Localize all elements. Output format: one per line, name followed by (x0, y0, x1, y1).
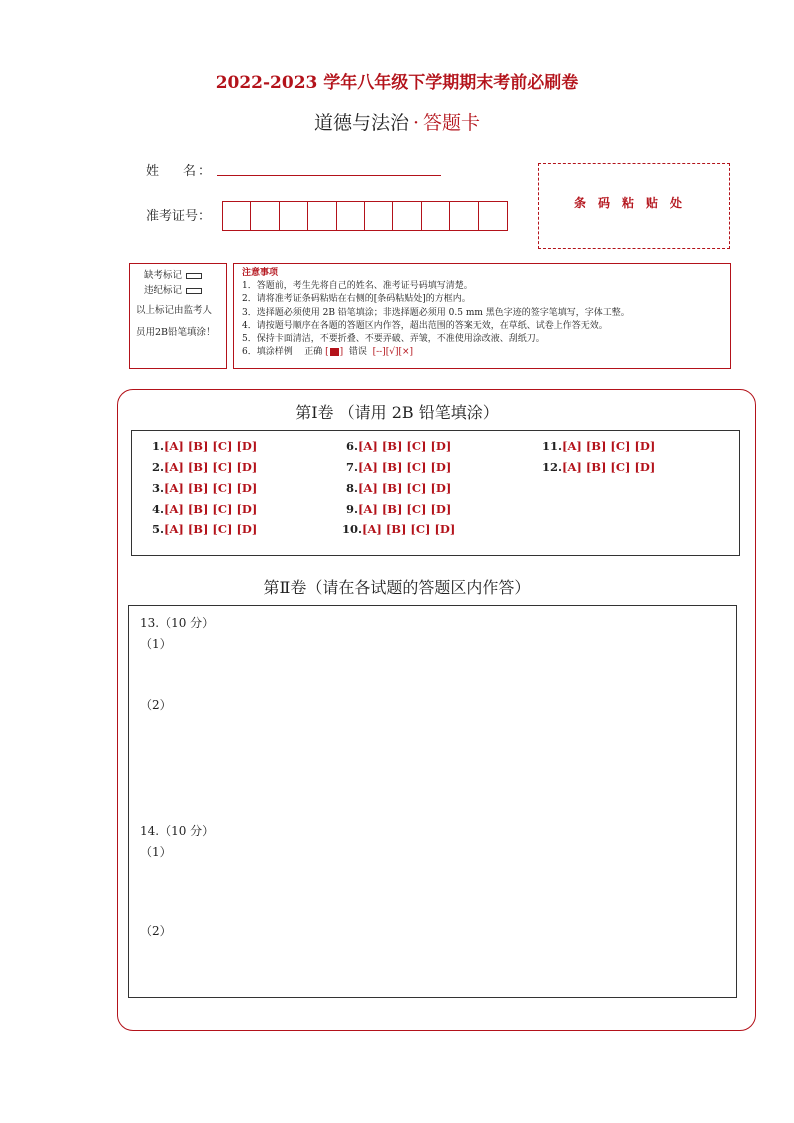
mc-question[interactable]: 1.[A] [B] [C] [D] (152, 439, 258, 453)
sample-wrong-marks: [--][√][×] (372, 347, 414, 358)
q13-header: 13.（10 分） (140, 616, 215, 630)
subtitle (0, 108, 794, 135)
missing-mark-checkbox[interactable] (186, 273, 202, 279)
mc-question[interactable]: 11.[A] [B] [C] [D] (542, 439, 656, 453)
notes-heading: 注意事项 (242, 268, 279, 278)
multiple-choice-box (131, 430, 740, 556)
written-answer-box[interactable] (128, 605, 737, 998)
name-label (146, 160, 213, 179)
notes-box (233, 263, 731, 369)
q13-part2: （2） (140, 698, 172, 712)
mc-question[interactable]: 5.[A] [B] [C] [D] (152, 522, 258, 536)
page-title: 2022-2023 学年八年级下学期期末考前必刷卷 (215, 73, 579, 93)
exam-id-label: 准考证号： (146, 209, 212, 224)
q14-part2: （2） (140, 924, 172, 938)
q14-part1: （1） (140, 845, 172, 859)
sample-wrong-label: 错误 (348, 347, 367, 358)
note-item: 2．请将准考证条码粘贴在右侧的[条码粘贴处]的方框内。 (242, 294, 471, 305)
exam-id-digit-box[interactable] (422, 202, 450, 230)
note-item: 1．答题前，考生先将自己的姓名、准考证号码填写清楚。 (242, 281, 473, 292)
name-field[interactable] (217, 175, 441, 176)
mc-question[interactable]: 4.[A] [B] [C] [D] (152, 502, 258, 516)
sample-correct-label: 正确 (304, 347, 323, 358)
barcode-label: 条码粘贴处 (573, 196, 694, 210)
subject-name: 道德与法治 (313, 112, 409, 134)
exam-id-digit-box[interactable] (280, 202, 308, 230)
violation-mark-label: 违纪标记 (143, 285, 182, 296)
mc-question[interactable]: 9.[A] [B] [C] [D] (346, 502, 452, 516)
card-label: 答题卡 (423, 112, 481, 134)
mc-question[interactable]: 3.[A] [B] [C] [D] (152, 481, 258, 495)
mc-question[interactable]: 8.[A] [B] [C] [D] (346, 481, 452, 495)
mc-question[interactable]: 7.[A] [B] [C] [D] (346, 460, 452, 474)
section1-title: 第Ⅰ卷 （请用 2B 铅笔填涂） (295, 403, 499, 422)
exam-id-boxes[interactable] (222, 201, 508, 231)
note-item: 3．选择题必须使用 2B 铅笔填涂；非选择题必须用 0.5 mm 黑色字迹的签字笔填写，字体工整。 (242, 307, 630, 318)
exam-id-digit-box[interactable] (223, 202, 251, 230)
exam-id-digit-box[interactable] (365, 202, 393, 230)
exam-id-digit-box[interactable] (308, 202, 336, 230)
q13-part1: （1） (140, 637, 172, 651)
exam-id-digit-box[interactable] (479, 202, 507, 230)
violation-mark-checkbox[interactable] (186, 288, 202, 294)
exam-id-digit-box[interactable] (393, 202, 421, 230)
exam-id-digit-box[interactable] (450, 202, 478, 230)
mc-question[interactable]: 6.[A] [B] [C] [D] (346, 439, 452, 453)
note-item: 5．保持卡面清洁，不要折叠、不要弄破、弄皱，不准使用涂改液、刮纸刀。 (242, 334, 545, 345)
name-label-a: 姓 (146, 164, 162, 179)
mark-note: 以上标记由监考人员用2B铅笔填涂！ (136, 305, 216, 338)
note-item: 4．请按题号顺序在各题的答题区内作答，超出范围的答案无效，在草纸、试卷上作答无效。 (242, 320, 608, 331)
note-item-sample (242, 346, 722, 359)
barcode-area (538, 163, 730, 249)
sample-correct-mark: [ ] (325, 347, 344, 358)
name-label-b: 名： (183, 164, 214, 179)
exam-id-digit-box[interactable] (337, 202, 365, 230)
section2-title: 第Ⅱ卷（请在各试题的答题区内作答） (263, 578, 531, 597)
mc-question[interactable]: 12.[A] [B] [C] [D] (542, 460, 656, 474)
exam-id-digit-box[interactable] (251, 202, 279, 230)
missing-mark-label: 缺考标记 (143, 270, 182, 281)
sample-prefix: 6．填涂样例 (242, 347, 293, 358)
mc-question[interactable]: 2.[A] [B] [C] [D] (152, 460, 258, 474)
title-separator: · (412, 112, 420, 134)
mc-question[interactable]: 10.[A] [B] [C] [D] (342, 522, 456, 536)
mark-box (129, 263, 227, 369)
q14-header: 14.（10 分） (140, 824, 215, 838)
